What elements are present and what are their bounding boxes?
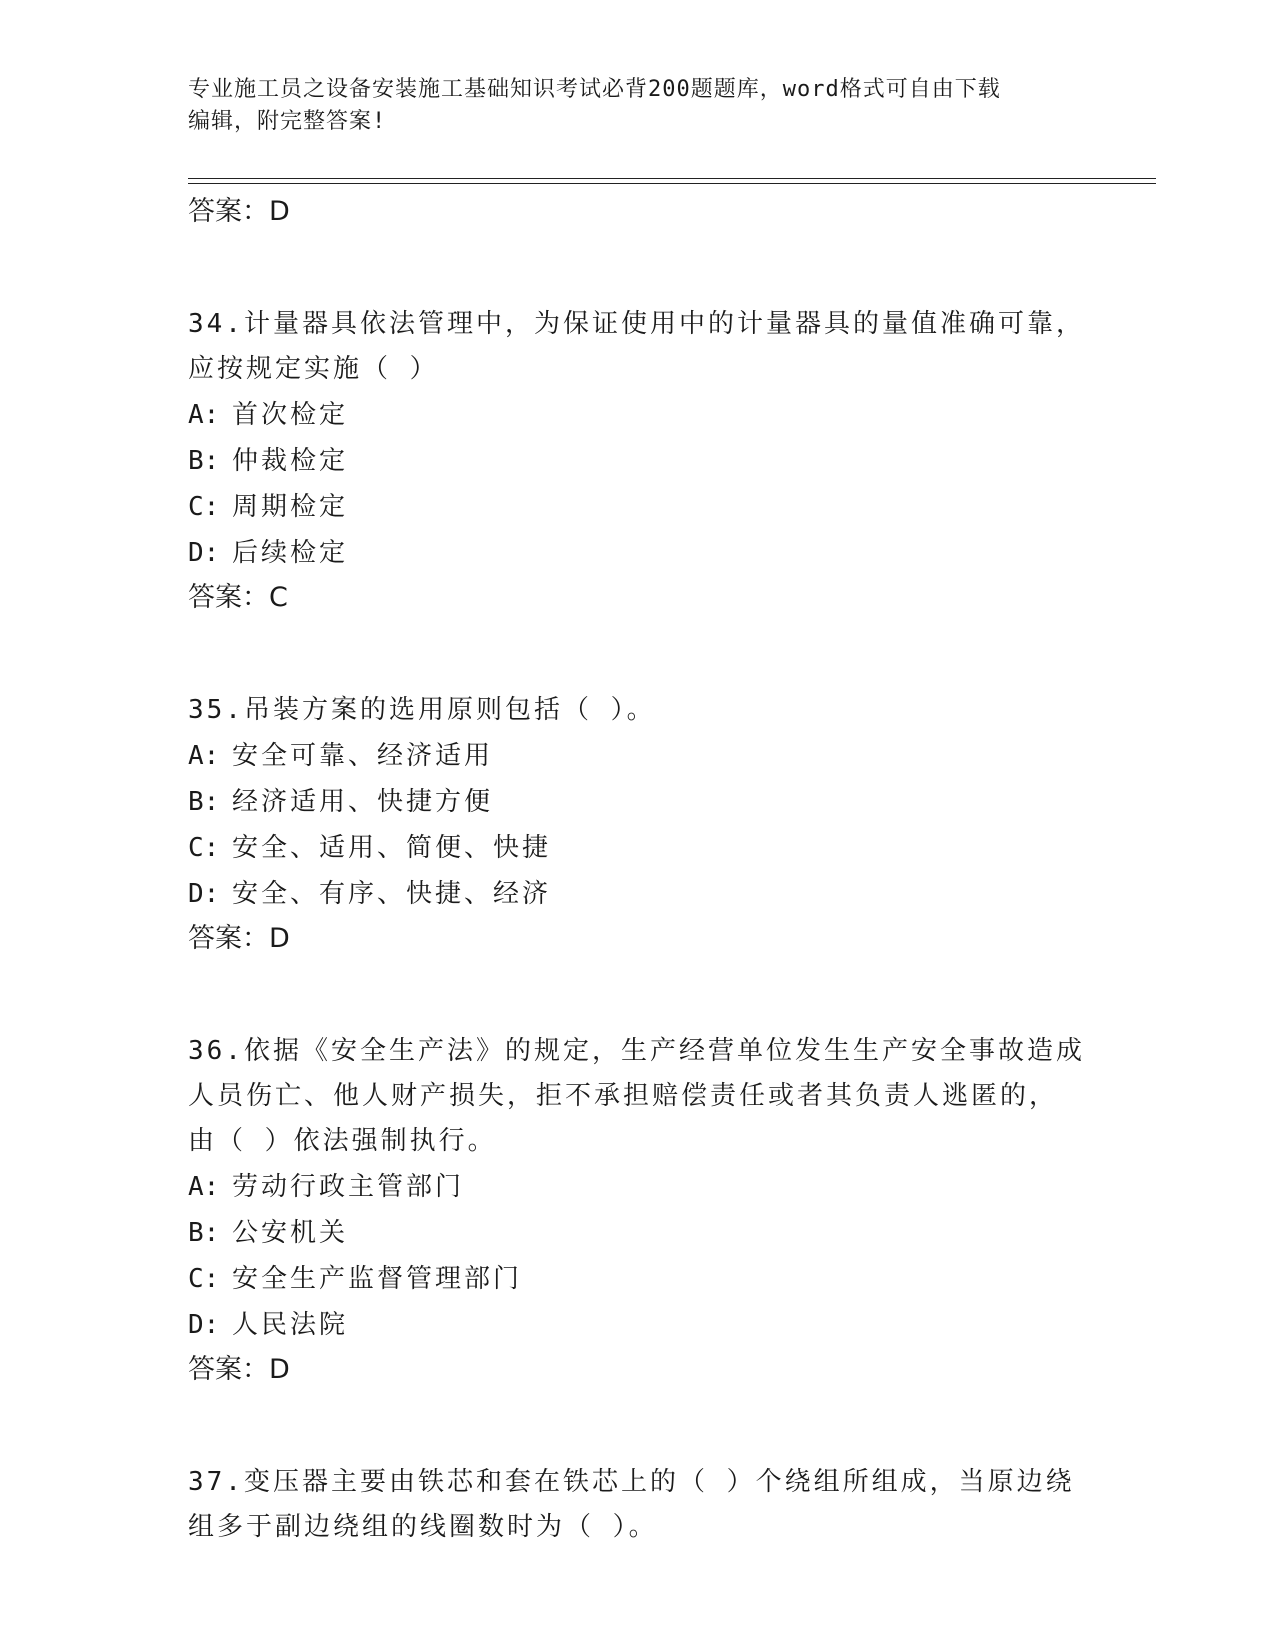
question-text-line: 人员伤亡、他人财产损失，拒不承担赔偿责任或者其负责人逃匿的， xyxy=(188,1081,1059,1111)
question-text-line: 组多于副边绕组的线圈数时为（ ）。 xyxy=(188,1512,658,1542)
question-text xyxy=(188,1029,1088,1164)
option-label: C: xyxy=(188,833,220,863)
option-text: 周期检定 xyxy=(232,492,349,522)
option-d xyxy=(188,530,1088,576)
question-text-line: 由（ ）依法强制执行。 xyxy=(188,1126,497,1156)
document-body xyxy=(188,190,1088,1550)
option-b xyxy=(188,438,1088,484)
option-a xyxy=(188,1164,1088,1210)
question-37 xyxy=(188,1460,1088,1550)
option-a xyxy=(188,733,1088,779)
question-text xyxy=(188,688,1088,733)
option-text: 安全可靠、经济适用 xyxy=(232,741,494,771)
option-text: 首次检定 xyxy=(232,400,349,430)
question-text xyxy=(188,1460,1088,1550)
header-line-1: 专业施工员之设备安装施工基础知识考试必背200题题库，word格式可自由下载 xyxy=(188,77,1001,102)
option-text: 安全、有序、快捷、经济 xyxy=(232,879,552,909)
question-36 xyxy=(188,1029,1088,1392)
header-line-2: 编辑，附完整答案! xyxy=(188,109,387,134)
option-label: D: xyxy=(188,1310,220,1340)
option-label: B: xyxy=(188,1218,220,1248)
answer: 答案：D xyxy=(188,923,290,954)
header-divider-double xyxy=(188,183,1156,184)
question-35 xyxy=(188,688,1088,961)
option-c xyxy=(188,484,1088,530)
option-text: 安全、适用、简便、快捷 xyxy=(232,833,552,863)
option-label: A: xyxy=(188,400,220,430)
header-divider xyxy=(188,178,1156,179)
option-text: 后续检定 xyxy=(232,538,349,568)
option-d xyxy=(188,1302,1088,1348)
option-text: 安全生产监督管理部门 xyxy=(232,1264,523,1294)
option-a xyxy=(188,392,1088,438)
question-text xyxy=(188,302,1088,392)
question-text-line: 34.计量器具依法管理中，为保证使用中的计量器具的量值准确可靠， xyxy=(188,309,1085,339)
option-label: A: xyxy=(188,1172,220,1202)
option-label: B: xyxy=(188,446,220,476)
option-text: 公安机关 xyxy=(232,1218,349,1248)
question-34 xyxy=(188,302,1088,620)
option-b xyxy=(188,779,1088,825)
option-b xyxy=(188,1210,1088,1256)
option-c xyxy=(188,1256,1088,1302)
answer: 答案：C xyxy=(188,582,288,613)
option-label: D: xyxy=(188,879,220,909)
option-label: C: xyxy=(188,492,220,522)
option-label: B: xyxy=(188,787,220,817)
document-header xyxy=(188,74,1088,138)
option-text: 人民法院 xyxy=(232,1310,349,1340)
question-text-line: 37.变压器主要由铁芯和套在铁芯上的（ ）个绕组所组成，当原边绕 xyxy=(188,1467,1075,1497)
previous-answer: 答案：D xyxy=(188,196,290,227)
answer: 答案：D xyxy=(188,1354,290,1385)
question-text-line: 36.依据《安全生产法》的规定，生产经营单位发生生产安全事故造成 xyxy=(188,1036,1085,1066)
option-c xyxy=(188,825,1088,871)
question-text-line: 35.吊装方案的选用原则包括（ ）。 xyxy=(188,695,656,725)
option-text: 劳动行政主管部门 xyxy=(232,1172,465,1202)
option-d xyxy=(188,871,1088,917)
option-text: 仲裁检定 xyxy=(232,446,349,476)
option-label: C: xyxy=(188,1264,220,1294)
question-text-line: 应按规定实施（ ） xyxy=(188,354,439,384)
option-label: A: xyxy=(188,741,220,771)
option-text: 经济适用、快捷方便 xyxy=(232,787,494,817)
option-label: D: xyxy=(188,538,220,568)
